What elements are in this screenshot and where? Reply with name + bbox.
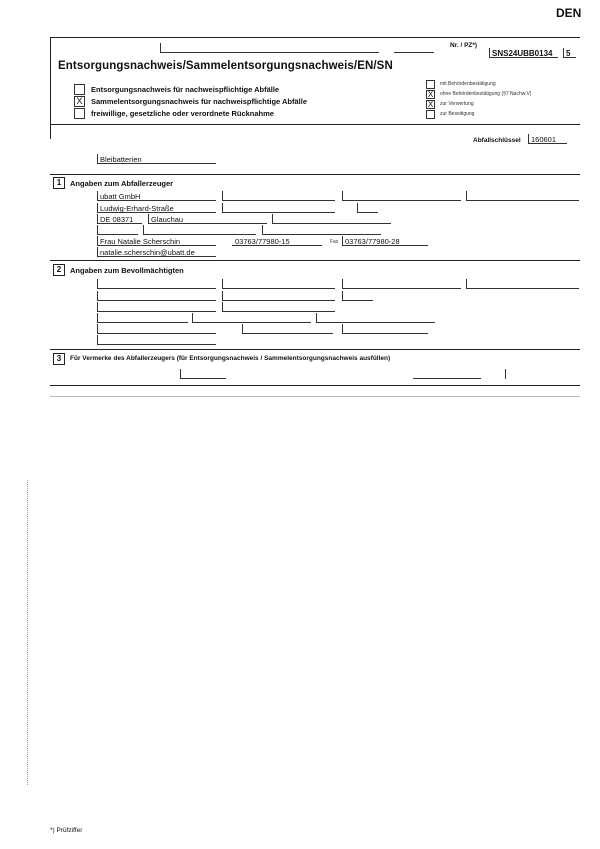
check-ohne-behoerde-label: ohne Behördenbestätigung (§7 Nachw.V) (440, 91, 532, 97)
erzeuger-postfach-ort-field[interactable] (262, 225, 381, 235)
section3-line2 (50, 396, 580, 397)
erzeuger-name: ubatt GmbH (100, 192, 141, 201)
section1-top (50, 174, 580, 175)
erzeuger-email: natalie.scherschin@ubatt.de (100, 248, 195, 257)
erzeuger-postfach-field[interactable] (97, 225, 138, 235)
anlage-field[interactable] (505, 369, 506, 379)
pz-value: 5 (566, 49, 571, 58)
bev-postfach-ort-field[interactable] (316, 313, 435, 323)
abfallschluessel-value: 160601 (531, 135, 557, 144)
erzeuger-fax: 03763/77980-28 (345, 237, 400, 246)
footnote: *) Prüfziffer (50, 827, 83, 834)
section2-top (50, 260, 580, 261)
erzeuger-telefon: 03763/77980-15 (235, 237, 290, 246)
bev-ort-field[interactable] (222, 302, 335, 312)
erzeuger-hausnr-field[interactable] (222, 203, 335, 213)
bev-name4-field[interactable] (466, 279, 579, 289)
check-ohne-behoerde[interactable]: X (427, 90, 434, 99)
erzeuger-name2-field[interactable] (222, 191, 335, 201)
bev-zusatz-field[interactable] (342, 291, 373, 301)
check-ruecknahme[interactable] (74, 108, 85, 119)
abfallbezeichnung-value: Bleibatterien (100, 155, 142, 164)
check-verwertung-label: zur Verwertung (440, 101, 474, 107)
header-field-2[interactable] (394, 43, 434, 53)
check-en-label: Entsorgungsnachweis für nachweispflichtige Abfälle (91, 85, 280, 94)
side-imprint-line (27, 480, 28, 785)
erzeuger-name3-field[interactable] (342, 191, 461, 201)
header-field-1[interactable] (160, 43, 379, 53)
den-label: DEN (556, 6, 582, 20)
section3-line (50, 385, 580, 386)
erzeuger-name4-field[interactable] (466, 191, 579, 201)
sammel-field[interactable] (413, 369, 481, 379)
eingangsdatum-field[interactable] (180, 369, 226, 379)
erzeuger-strasse: Ludwig-Erhard-Straße (100, 204, 174, 213)
check-en[interactable] (74, 84, 85, 95)
bev-name-field[interactable] (97, 279, 216, 289)
bev-fax-field[interactable] (342, 324, 428, 334)
check-beseitigung[interactable] (426, 110, 435, 119)
check-beseitigung-label: zur Beseitigung (440, 111, 475, 117)
check-mit-behoerde[interactable] (426, 80, 435, 89)
section3-top (50, 349, 580, 350)
bev-email-field[interactable] (97, 335, 216, 345)
check-sn[interactable]: X (74, 96, 85, 107)
check-sn-label: Sammelentsorgungsnachweis für nachweispflichtige Abfälle (91, 97, 308, 106)
separator-1 (50, 124, 580, 125)
erzeuger-ort: Glauchau (151, 215, 184, 224)
section3-title: Für Vermerke des Abfallerzeugers (für Entsorgungsnachweis / Sammelentsorgungsnachweis ausfüllen) (70, 355, 391, 362)
erzeuger-ortsteil-field[interactable] (272, 214, 391, 224)
section2-title: Angaben zum Bevollmächtigten (70, 266, 184, 275)
nr-label: Nr. / PZ*) (450, 42, 478, 49)
bev-plz-field[interactable] (97, 302, 216, 312)
erzeuger-telefon-field[interactable] (232, 236, 322, 246)
check-mit-behoerde-label: mit Behördenbestätigung (440, 81, 496, 87)
check-ruecknahme-label: freiwillige, gesetzliche oder verordnete Rücknahme (91, 109, 274, 118)
bev-hausnr-field[interactable] (222, 291, 335, 301)
erzeuger-zusatz-field[interactable] (357, 203, 378, 213)
section3-number: 3 (53, 353, 65, 365)
bev-name3-field[interactable] (342, 279, 461, 289)
bev-postfach-plz-field[interactable] (192, 313, 311, 323)
erzeuger-plz: DE 08371 (100, 215, 134, 224)
bev-telefon-field[interactable] (242, 324, 333, 334)
erzeuger-ansprechpartner: Frau Natalie Scherschin (100, 237, 181, 246)
nr-value: SNS24UBB0134 (492, 49, 553, 58)
fax-label: Fax (330, 239, 339, 245)
section1-number: 1 (53, 177, 65, 189)
section1-title: Angaben zum Abfallerzeuger (70, 179, 174, 188)
frame-top (50, 37, 580, 38)
bev-name2-field[interactable] (222, 279, 335, 289)
section2-number: 2 (53, 264, 65, 276)
erzeuger-postfach-plz-field[interactable] (143, 225, 256, 235)
bev-postfach-field[interactable] (97, 313, 188, 323)
page-title: Entsorgungsnachweis/Sammelentsorgungsnachweis/EN/SN (58, 60, 393, 72)
check-verwertung[interactable]: X (427, 100, 434, 109)
bev-ansprechpartner-field[interactable] (97, 324, 216, 334)
bev-strasse-field[interactable] (97, 291, 216, 301)
abfallschluessel-label: Abfallschlüssel (473, 137, 521, 144)
